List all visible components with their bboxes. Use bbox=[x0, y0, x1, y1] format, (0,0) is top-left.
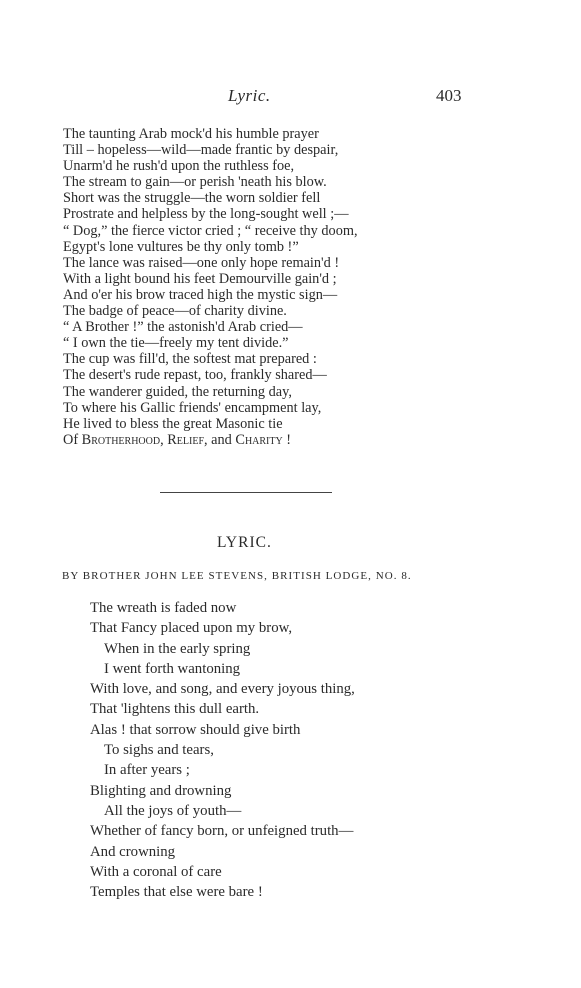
poem-line: The stream to gain—or perish 'neath his blow. bbox=[63, 174, 327, 191]
poem-line: When in the early spring bbox=[104, 640, 251, 657]
poem-line: With a light bound his feet Demourville gain'd ; bbox=[63, 270, 337, 287]
poem-line: He lived to bless the great Masonic tie bbox=[63, 415, 283, 432]
small-caps-word: Relief bbox=[167, 431, 205, 448]
poem-line: That 'lightens this dull earth. bbox=[90, 701, 260, 718]
poem-line: The wanderer guided, the returning day, bbox=[63, 383, 292, 400]
page-number: 403 bbox=[436, 86, 462, 105]
poem-line: Unarm'd he rush'd upon the ruthless foe, bbox=[63, 158, 295, 175]
poem-line: Alas ! that sorrow should give birth bbox=[90, 721, 301, 738]
poem-line: Till – hopeless—wild—made frantic by despair, bbox=[63, 142, 339, 159]
poem-line: I went forth wantoning bbox=[104, 660, 241, 677]
small-caps-word: Brotherhood bbox=[81, 431, 161, 448]
poem-line: Egypt's lone vultures be thy only tomb !” bbox=[63, 238, 299, 255]
section-title: LYRIC. bbox=[217, 534, 272, 551]
poem-line: Whether of fancy born, or unfeigned truth— bbox=[90, 823, 354, 840]
small-caps-word: Charity bbox=[235, 431, 283, 448]
poem-line: All the joys of youth— bbox=[104, 802, 242, 819]
poem-line: With love, and song, and every joyous thing, bbox=[90, 681, 355, 698]
running-title: Lyric. bbox=[228, 86, 271, 105]
poem-last-line bbox=[63, 432, 533, 448]
poem-line: The cup was fill'd, the softest mat prepared : bbox=[63, 351, 317, 368]
poem-line: Blighting and drowning bbox=[90, 782, 232, 799]
text: , bbox=[160, 431, 168, 448]
poem-line: And o'er his brow traced high the mystic sign— bbox=[63, 286, 338, 303]
poem-line: The lance was raised—one only hope remain'd ! bbox=[63, 254, 340, 271]
poem-line: To sighs and tears, bbox=[104, 742, 214, 759]
poem-line: The desert's rude repast, too, frankly shared— bbox=[63, 367, 327, 384]
poem-line: To where his Gallic friends' encampment lay, bbox=[63, 399, 322, 416]
poem-continuation bbox=[63, 126, 533, 448]
poem-line: In after years ; bbox=[104, 762, 190, 779]
lyric-poem bbox=[90, 598, 530, 902]
poem-line: Prostrate and helpless by the long-sought well ;— bbox=[63, 206, 349, 223]
byline-author: BROTHER JOHN LEE STEVENS, BRITISH LODGE, NO. 8. bbox=[82, 570, 412, 582]
author-byline bbox=[62, 570, 532, 582]
text: , and bbox=[204, 431, 236, 448]
poem-line: “ Dog,” the fierce victor cried ; “ receive thy doom, bbox=[63, 222, 358, 239]
poem-line: Short was the struggle—the worn soldier fell bbox=[63, 190, 321, 207]
poem-line: “ I own the tie—freely my tent divide.” bbox=[63, 335, 289, 352]
poem-line: The wreath is faded now bbox=[90, 600, 237, 616]
byline-by: BY bbox=[62, 570, 79, 582]
section-divider bbox=[160, 492, 332, 493]
poem-line: “ A Brother !” the astonish'd Arab cried— bbox=[63, 319, 303, 336]
poem-line: The badge of peace—of charity divine. bbox=[63, 303, 287, 320]
poem-line: With a coronal of care bbox=[90, 863, 222, 880]
poem-line: That Fancy placed upon my brow, bbox=[90, 620, 293, 637]
poem-line: And crowning bbox=[90, 843, 176, 860]
poem-line: Temples that else were bare ! bbox=[90, 884, 263, 901]
poem-line: The taunting Arab mock'd his humble prayer bbox=[63, 126, 319, 142]
text: ! bbox=[282, 431, 292, 448]
text: Of bbox=[63, 431, 82, 448]
